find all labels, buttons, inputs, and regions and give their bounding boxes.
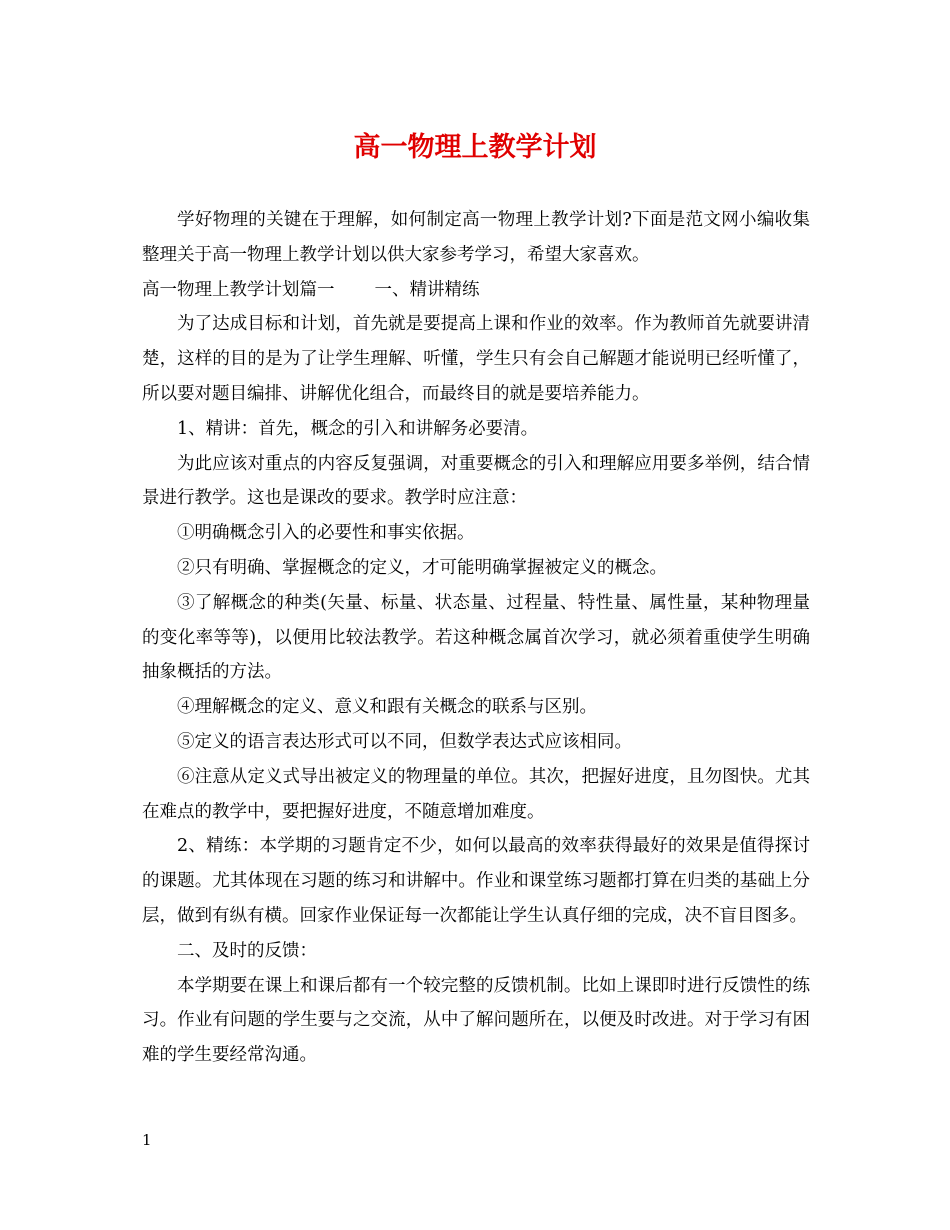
section-heading: 高一物理上教学计划篇一 [142, 279, 335, 300]
section-subheading: 一、精讲精练 [374, 279, 480, 300]
paragraph: 1、精讲：首先，概念的引入和讲解务必要清。 [177, 418, 539, 439]
paragraph: 2、精练：本学期的习题肯定不少，如何以最高的效率获得最好的效果是值得探讨的课题。尤其体现在习题的练习和讲解中。作业和课堂练习题都打算在归类的基础上分层，做到有纵有横。回家作业保证每一次都能让学生认真仔细的完成，决不盲目图多。 [142, 836, 810, 926]
paragraph: 为了达成目标和计划，首先就是要提高上课和作业的效率。作为教师首先就要讲清楚，这样的目的是为了让学生理解、听懂，学生只有会自己解题才能说明已经听懂了，所以要对题目编排、讲解优化组合，而最终目的就是要培养能力。 [142, 314, 810, 404]
list-item: ③了解概念的种类(矢量、标量、状态量、过程量、特性量、属性量，某种物理量的变化率等等)，以便用比较法教学。若这种概念属首次学习，就必须着重使学生明确抽象概括的方法。 [142, 592, 810, 683]
document-title: 高一物理上教学计划 [353, 132, 597, 163]
list-item: ④理解概念的定义、意义和跟有关概念的联系与区别。 [177, 697, 597, 718]
list-item: ⑥注意从定义式导出被定义的物理量的单位。其次，把握好进度，且勿图快。尤其在难点的教学中，要把握好进度，不随意增加难度。 [142, 766, 810, 822]
paragraph: 为此应该对重点的内容反复强调，对重要概念的引入和理解应用要多举例，结合情景进行教学。这也是课改的要求。教学时应注意： [142, 453, 810, 509]
list-item: ①明确概念引入的必要性和事实依据。 [177, 523, 475, 544]
paragraph-intro: 学好物理的关键在于理解，如何制定高一物理上教学计划?下面是范文网小编收集整理关于高一物理上教学计划以供大家参考学习，希望大家喜欢。 [142, 210, 810, 265]
section-heading-line [142, 273, 810, 308]
list-item: ⑤定义的语言表达形式可以不同，但数学表达式应该相同。 [177, 731, 632, 752]
list-item: ②只有明确、掌握概念的定义，才可能明确掌握被定义的概念。 [177, 557, 667, 578]
paragraph: 本学期要在课上和课后都有一个较完整的反馈机制。比如上课即时进行反馈性的练习。作业有问题的学生要与之交流，从中了解问题所在，以便及时改进。对于学习有困难的学生要经常沟通。 [142, 975, 810, 1066]
section-heading-2: 二、及时的反馈： [177, 940, 317, 961]
document-body [142, 203, 810, 1073]
page-number: 1 [142, 1131, 152, 1149]
